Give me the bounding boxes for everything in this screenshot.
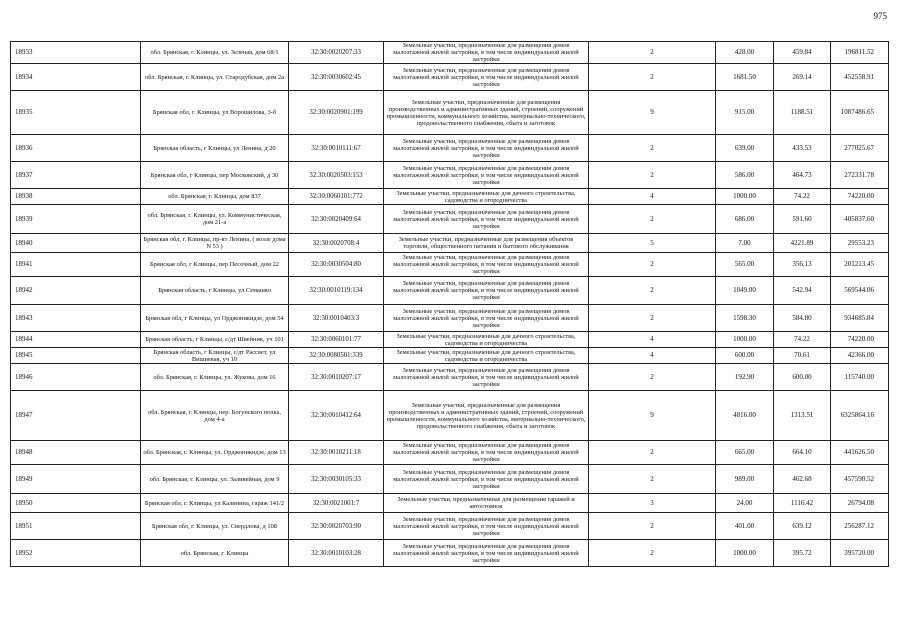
cell-address: обл. Брянская, г. Клинцы, пер. Богунского полка, дом 4-а [141,391,289,441]
cell-address: обл. Брянская, г. Клинцы, дом 837 [141,189,289,205]
cell-group-code: 9 [589,91,716,135]
cell-group-code: 4 [589,332,716,348]
table-row [11,205,889,234]
cell-unit-value: 1313.51 [774,391,831,441]
table-body [11,42,889,567]
cell-group-code: 9 [589,391,716,441]
cell-address: Брянская обл, г. Клинцы, ул Калинина, гараж 141/2 [141,494,289,513]
cell-area: 192.90 [716,364,774,391]
cell-area: 586.00 [716,162,774,189]
cell-cadastral-number: 32:30:0020703:90 [289,513,384,540]
cell-area: 915.00 [716,91,774,135]
cell-total-value: 74220.00 [831,332,889,348]
cell-area: 1000.00 [716,189,774,205]
cell-land-use: Земельные участки, предназначенные для размещения домов малоэтажной жилой застройки, в том числе индивидуальной жилой застройки [384,277,589,305]
cell-land-use: Земельные участки, предназначенные для размещения объектов торговли, общественного питания и бытового обслуживания [384,234,589,253]
cell-land-use: Земельные участки, предназначенные для размещения домов малоэтажной жилой застройки, в том числе индивидуальной жилой застройки [384,465,589,494]
cell-unit-value: 269.14 [774,64,831,91]
cell-total-value: 26794.08 [831,494,889,513]
cell-address: Брянская область, г Клинцы, с/дт Рассвет, ул Вишневая, уч 10 [141,348,289,364]
cell-unit-value: 4221.89 [774,234,831,253]
cell-address: Брянская обл, г Клинцы, пер Песочный, дом 22 [141,253,289,277]
cell-area: 600.00 [716,348,774,364]
cell-record-id: 18949 [11,465,141,494]
cell-group-code: 2 [589,162,716,189]
cell-total-value: 6325864.16 [831,391,889,441]
cell-land-use: Земельные участки, предназначенные для дачного строительства, садоводства и огородничества [384,189,589,205]
cell-total-value: 1087486.65 [831,91,889,135]
cell-address: Брянская обл, г. Клинцы, пр-кт Ленина, ( возле дома N 53 ) [141,234,289,253]
cell-unit-value: 1188.51 [774,91,831,135]
cell-unit-value: 459.84 [774,42,831,64]
cell-address: обл. Брянская, г. Клинцы, ул. Жукова, дом 16 [141,364,289,391]
cell-record-id: 18938 [11,189,141,205]
cell-land-use: Земельные участки, предназначенные для размещения домов малоэтажной жилой застройки, в том числе индивидуальной жилой застройки [384,42,589,64]
table-row [11,42,889,64]
cell-cadastral-number: 32:30:0010403:3 [289,305,384,332]
cell-record-id: 18948 [11,441,141,465]
cell-address: Брянская обл, г. Клинцы, ул Ворошилова, 3-б [141,91,289,135]
cell-land-use: Земельные участки, предназначенные для дачного строительства, садоводства и огородничества [384,332,589,348]
cell-land-use: Земельные участки, предназначенные для размещения домов малоэтажной жилой застройки, в том числе индивидуальной жилой застройки [384,205,589,234]
cell-address: обл. Брянская, г. Клинцы, ул. Стародубская, дом 2а [141,64,289,91]
cell-total-value: 395720.00 [831,540,889,567]
cell-cadastral-number: 32:30:0020708:4 [289,234,384,253]
cell-total-value: 74220.00 [831,189,889,205]
cell-area: 1000.00 [716,332,774,348]
cell-cadastral-number: 32:30:0010103:28 [289,540,384,567]
cell-area: 1681.50 [716,64,774,91]
cell-area: 686.00 [716,205,774,234]
cell-area: 1049.00 [716,277,774,305]
table-row [11,332,889,348]
cell-group-code: 3 [589,494,716,513]
cell-record-id: 18946 [11,364,141,391]
cell-address: Брянская область, г Клинцы, ул Ленина, д 20 [141,135,289,162]
table-row [11,277,889,305]
cell-cadastral-number: 32:30:0080501:339 [289,348,384,364]
table-row [11,540,889,567]
table-row [11,494,889,513]
cell-land-use: Земельные участки, предназначенные для размещения домов малоэтажной жилой застройки, в том числе индивидуальной жилой застройки [384,513,589,540]
cell-unit-value: 356.13 [774,253,831,277]
cell-record-id: 18935 [11,91,141,135]
cell-group-code: 2 [589,305,716,332]
cell-record-id: 18950 [11,494,141,513]
cell-land-use: Земельные участки, предназначенные для размещения домов малоэтажной жилой застройки, в том числе индивидуальной жилой застройки [384,162,589,189]
cell-group-code: 2 [589,205,716,234]
table-row [11,364,889,391]
cell-record-id: 18943 [11,305,141,332]
cell-cadastral-number: 32:30:0030504:80 [289,253,384,277]
cell-address: обл. Брянская, г. Клинцы [141,540,289,567]
cell-cadastral-number: 32:30:0020901:199 [289,91,384,135]
cell-record-id: 18939 [11,205,141,234]
cell-address: Брянская область, г Клинцы, ул Семашко [141,277,289,305]
cell-land-use: Земельные участки, предназначенные для размещения производственных и административных зданий, строений, сооружений промышленности, коммунального хозяйства, материально-технического, продовольственного снабжения, сбыта и заготовок [384,391,589,441]
table-row [11,162,889,189]
table-row [11,253,889,277]
cell-total-value: 405837.60 [831,205,889,234]
cell-area: 665.00 [716,441,774,465]
cell-group-code: 2 [589,364,716,391]
cell-total-value: 569544.06 [831,277,889,305]
cell-unit-value: 591.60 [774,205,831,234]
cell-record-id: 18945 [11,348,141,364]
cell-group-code: 2 [589,513,716,540]
table-row [11,135,889,162]
cell-cadastral-number: 32:30:0010119:134 [289,277,384,305]
cell-address: обл. Брянская, г. Клинцы, ул. Орджоникидзе, дом 13 [141,441,289,465]
cell-record-id: 18947 [11,391,141,441]
table-row [11,234,889,253]
cell-unit-value: 70.61 [774,348,831,364]
cell-land-use: Земельные участки, предназначенные для размещения домов малоэтажной жилой застройки, в том числе индивидуальной жилой застройки [384,540,589,567]
cell-address: обл. Брянская, г. Клинцы, ул. Заливейная, дом 9 [141,465,289,494]
cell-land-use: Земельные участки, предназначенные для размещения гаражей и автостоянок [384,494,589,513]
cell-record-id: 18936 [11,135,141,162]
cell-total-value: 457590.52 [831,465,889,494]
cell-group-code: 2 [589,540,716,567]
cell-unit-value: 639.12 [774,513,831,540]
cell-cadastral-number: 32:30:0010111:67 [289,135,384,162]
cell-group-code: 4 [589,348,716,364]
table-row [11,391,889,441]
cell-address: Брянская обл, г Клинцы, ул Орджоникидзе, дом 54 [141,305,289,332]
cell-land-use: Земельные участки, предназначенные для размещения домов малоэтажной жилой застройки, в том числе индивидуальной жилой застройки [384,135,589,162]
cell-unit-value: 584.80 [774,305,831,332]
cell-record-id: 18942 [11,277,141,305]
cell-unit-value: 433.53 [774,135,831,162]
cell-cadastral-number: 32:30:0030602:45 [289,64,384,91]
table-row [11,348,889,364]
cell-unit-value: 74.22 [774,189,831,205]
cell-total-value: 256287.12 [831,513,889,540]
cell-total-value: 29553.23 [831,234,889,253]
table-row [11,91,889,135]
cell-area: 639.00 [716,135,774,162]
cell-record-id: 18933 [11,42,141,64]
cell-cadastral-number: 32:30:0060101:77 [289,332,384,348]
cell-unit-value: 542.94 [774,277,831,305]
cell-cadastral-number: 32:30:0060101:772 [289,189,384,205]
cell-area: 1598.30 [716,305,774,332]
table-row [11,513,889,540]
page-number: 975 [873,11,887,21]
cadastral-table [10,41,888,567]
cell-area: 4816.00 [716,391,774,441]
cell-record-id: 18940 [11,234,141,253]
cell-area: 1000.00 [716,540,774,567]
cell-area: 989.00 [716,465,774,494]
cell-total-value: 452558.91 [831,64,889,91]
cell-record-id: 18941 [11,253,141,277]
cell-group-code: 2 [589,465,716,494]
cell-group-code: 2 [589,253,716,277]
cell-area: 24.00 [716,494,774,513]
cell-group-code: 2 [589,42,716,64]
cell-unit-value: 74.22 [774,332,831,348]
cell-total-value: 934685.84 [831,305,889,332]
cell-land-use: Земельные участки, предназначенные для размещения домов малоэтажной жилой застройки, в том числе индивидуальной жилой застройки [384,64,589,91]
table-row [11,189,889,205]
cell-group-code: 5 [589,234,716,253]
cell-group-code: 2 [589,64,716,91]
cell-total-value: 196811.52 [831,42,889,64]
cell-address: Брянская обл, г Клинцы, пер Московский, д 30 [141,162,289,189]
cell-land-use: Земельные участки, предназначенные для размещения домов малоэтажной жилой застройки, в том числе индивидуальной жилой застройки [384,253,589,277]
cell-cadastral-number: 32:30:0020503:153 [289,162,384,189]
cell-total-value: 115740.00 [831,364,889,391]
cell-record-id: 18937 [11,162,141,189]
cell-address: обл. Брянская, г. Клинцы, ул. Зеленая, дом 68/1 [141,42,289,64]
cell-area: 7.00 [716,234,774,253]
cell-cadastral-number: 32:30:0010207:17 [289,364,384,391]
cell-area: 565.00 [716,253,774,277]
table-row [11,441,889,465]
cell-unit-value: 664.10 [774,441,831,465]
cell-total-value: 441626.50 [831,441,889,465]
cell-unit-value: 395.72 [774,540,831,567]
cell-land-use: Земельные участки, предназначенные для размещения домов малоэтажной жилой застройки, в том числе индивидуальной жилой застройки [384,441,589,465]
cell-land-use: Земельные участки, предназначенные для размещения домов малоэтажной жилой застройки, в том числе индивидуальной жилой застройки [384,305,589,332]
cell-cadastral-number: 32:30:0010211:18 [289,441,384,465]
cell-unit-value: 462.68 [774,465,831,494]
cell-group-code: 2 [589,135,716,162]
cell-cadastral-number: 32:30:0020207:33 [289,42,384,64]
cell-record-id: 18952 [11,540,141,567]
table-row [11,305,889,332]
table-row [11,465,889,494]
cell-cadastral-number: 32:30:0030105:33 [289,465,384,494]
cell-land-use: Земельные участки, предназначенные для размещения производственных и административных зданий, строений, сооружений промышленности, коммунального хозяйства, материально-технического, продовольственного снабжения, сбыта и заготовок [384,91,589,135]
cell-cadastral-number: 32:30:0020409:64 [289,205,384,234]
cell-cadastral-number: 32:30:0021001:7 [289,494,384,513]
cell-total-value: 201213.45 [831,253,889,277]
cell-group-code: 4 [589,189,716,205]
cell-group-code: 2 [589,277,716,305]
cell-record-id: 18951 [11,513,141,540]
cell-land-use: Земельные участки, предназначенные для размещения домов малоэтажной жилой застройки, в том числе индивидуальной жилой застройки [384,364,589,391]
cell-area: 428.00 [716,42,774,64]
cell-land-use: Земельные участки, предназначенные для дачного строительства, садоводства и огородничества [384,348,589,364]
cell-record-id: 18934 [11,64,141,91]
cell-total-value: 277025.67 [831,135,889,162]
table-row [11,64,889,91]
cell-unit-value: 1116.42 [774,494,831,513]
cell-record-id: 18944 [11,332,141,348]
cell-total-value: 42366.00 [831,348,889,364]
cell-total-value: 272331.78 [831,162,889,189]
cell-area: 401.00 [716,513,774,540]
cell-unit-value: 600.00 [774,364,831,391]
cell-cadastral-number: 32:30:0010412:64 [289,391,384,441]
cell-group-code: 2 [589,441,716,465]
cell-unit-value: 464.73 [774,162,831,189]
cell-address: Брянская обл, г. Клинцы, ул. Свердлова, д 108 [141,513,289,540]
cell-address: Брянская область, г Клинцы, с/дт Швейник, уч 101 [141,332,289,348]
cell-address: обл. Брянская, г. Клинцы, ул. Коммунистическая, дом 21-а [141,205,289,234]
